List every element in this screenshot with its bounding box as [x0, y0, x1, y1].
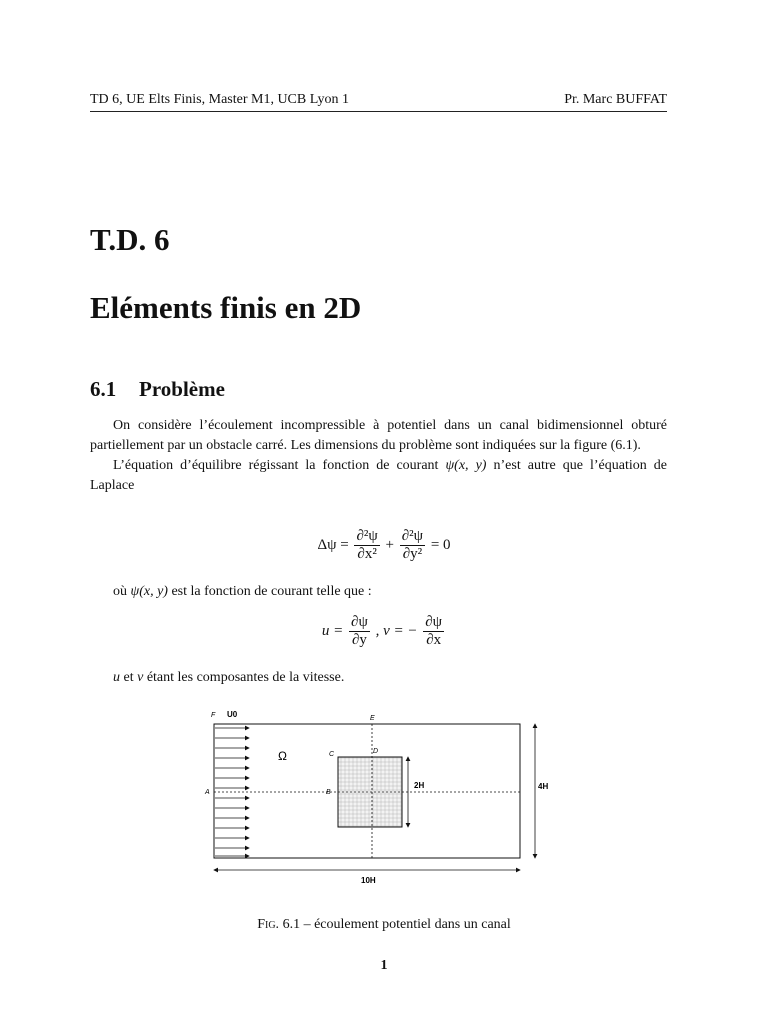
u-equals: u =: [321, 622, 344, 639]
section-heading: [90, 377, 225, 402]
velocity-equation: [0, 614, 768, 649]
chapter-title: Eléments finis en 2D: [90, 290, 362, 325]
label-10h: 10H: [361, 876, 376, 885]
section-title: Problème: [139, 377, 225, 401]
paragraph-2-start: L’équation d’équilibre régissant la fonction de courant: [113, 458, 439, 473]
chapter-label: T.D. 6: [90, 222, 170, 257]
page-number: 1: [380, 958, 388, 973]
header-rule: [90, 111, 667, 112]
paragraph-intro: [90, 416, 667, 496]
channel-flow-figure: [195, 704, 575, 894]
figure-caption: [0, 917, 768, 933]
fraction-d2psi-dx2: $\frac{\text{∂²ψ}}{\text{∂x²}}$: [356, 528, 378, 562]
psi-xy-symbol: ψ(x, y): [130, 584, 168, 599]
laplace-equation: Δψ = $\frac{\text{∂²ψ}}{\text{∂x²}}$ + $\frac{\text{∂²ψ}}{\text{∂y²}}$ = 0: [317, 528, 451, 562]
paragraph-1: On considère l’écoulement incompressible à potentiel dans un canal bidimensionnel obturé partiellement par un obstacle carré. Les dimensions du problème sont indiquées sur la figure (6.1).: [90, 418, 667, 453]
label-e: E: [370, 715, 375, 722]
fraction-dpsi-dx: $\frac{\partial\psi}{\partial x}$: [425, 614, 443, 648]
label-omega: Ω: [278, 749, 287, 763]
laplace-lhs: Δψ =: [317, 536, 349, 553]
label-c: C: [329, 751, 335, 758]
caption-number: 6.1: [282, 917, 301, 932]
v-equals: , v = −: [375, 622, 418, 639]
paragraph-4: u et v étant les composantes de la vitesse.: [113, 670, 345, 685]
paragraph-2: [90, 456, 667, 496]
label-d: D: [373, 748, 379, 755]
fraction-dpsi-dy: $\frac{\partial\psi}{\partial y}$: [351, 614, 368, 648]
paragraph-3: où ψ(x, y) est la fonction de courant telle que :: [113, 584, 372, 599]
label-u0: U0: [227, 710, 238, 719]
caption-text: – écoulement potentiel dans un canal: [303, 917, 511, 932]
section-number: 6.1: [90, 377, 117, 401]
fraction-d2psi-dy2: $\frac{\text{∂²ψ}}{\text{∂y²}}$: [401, 528, 424, 562]
caption-prefix: Fig.: [257, 917, 280, 932]
running-header-left: TD 6, UE Elts Finis, Master M1, UCB Lyon 1: [90, 92, 350, 107]
label-2h: 2H: [414, 781, 425, 790]
paragraph-2-end: n’est autre que l’équation de Laplace: [90, 458, 667, 493]
psi-xy-symbol: ψ(x, y): [445, 458, 487, 473]
label-4h: 4H: [538, 782, 549, 791]
label-a: A: [205, 789, 210, 796]
label-f: F: [211, 712, 216, 719]
label-b: B: [326, 789, 331, 796]
running-header-right: Pr. Marc BUFFAT: [564, 92, 667, 107]
